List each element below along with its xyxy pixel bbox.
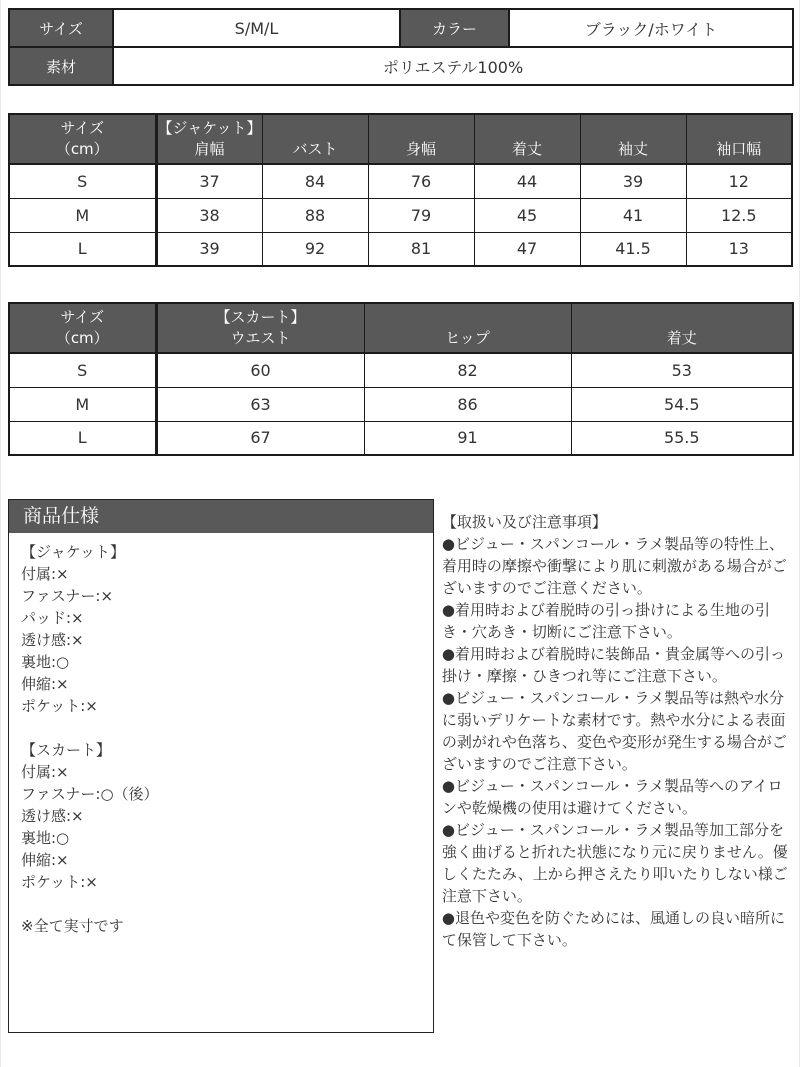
- column-header-line1: [365, 307, 571, 328]
- spec-item: 裏地:○: [21, 653, 70, 671]
- spec-item: 伸縮:×: [21, 851, 69, 869]
- column-header-cell: [580, 114, 686, 164]
- column-header-cell: [364, 303, 571, 353]
- summary-row-material: [9, 47, 793, 85]
- size-row-label: S: [9, 164, 156, 198]
- care-note-item: ●ビジュー・スパンコール・ラメ製品等は熱や水分に弱いデリケートな素材です。熱や水分による表面の剥がれや色落ち、変色や変形が発生する場合がございますのでご注意下さい。: [441, 689, 787, 773]
- size-value-cell: 55.5: [571, 421, 793, 455]
- care-note-item: ●ビジュー・スパンコール・ラメ製品等へのアイロンや乾燥機の使用は避けてください。: [441, 777, 783, 817]
- spec-item: 透け感:×: [21, 807, 84, 825]
- size-value-cell: 41: [580, 198, 686, 232]
- size-row-label: L: [9, 232, 156, 266]
- size-value-cell: 82: [364, 353, 571, 387]
- column-header-line2: バスト: [292, 140, 338, 158]
- spec-item: ファスナー:×: [21, 587, 114, 605]
- spec-section: [21, 739, 421, 893]
- column-header-line1: サイズ: [60, 308, 105, 326]
- care-note-item: ●ビジュー・スパンコール・ラメ製品等加工部分を強く曲げると折れた状態になり元に戻りません。優しくたたみ、上から押さえたり叩いたりしない様ご注意下さい。: [441, 821, 788, 905]
- size-value-cell: 54.5: [571, 387, 793, 421]
- column-header-line2: （cm）: [55, 329, 109, 347]
- column-header-line1: [475, 118, 580, 139]
- spec-item: 裏地:○: [21, 829, 70, 847]
- column-header-line1: [687, 118, 792, 139]
- size-value-cell: S/M/L: [113, 9, 400, 47]
- product-spec-body: [9, 533, 433, 945]
- spec-item: 透け感:×: [21, 631, 84, 649]
- size-row-label: L: [9, 421, 156, 455]
- column-header-cell: [156, 303, 364, 353]
- size-row: [9, 164, 792, 198]
- column-header-cell: [686, 114, 792, 164]
- skirt-size-table: [8, 302, 794, 456]
- size-value-cell: 84: [262, 164, 368, 198]
- column-header-line2: 肩幅: [194, 140, 225, 158]
- care-note-item: ●ビジュー・スパンコール・ラメ製品等の特性上、着用時の摩擦や衝撃により肌に刺激がある場合がございますのでご注意ください。: [441, 535, 787, 597]
- column-header-line2: 袖口幅: [716, 140, 762, 158]
- column-header-cell: [9, 303, 156, 353]
- product-spec-box: [8, 499, 434, 1033]
- size-row-label: S: [9, 353, 156, 387]
- size-row-label: M: [9, 387, 156, 421]
- care-note-item: ●着用時および着脱時の引っ掛けによる生地の引き・穴あき・切断にご注意下さい。: [441, 601, 770, 641]
- column-header-line2: ヒップ: [445, 329, 490, 347]
- size-value-cell: 60: [156, 353, 364, 387]
- size-value-cell: 45: [474, 198, 580, 232]
- spec-item: ファスナー:○（後）: [21, 785, 159, 803]
- size-value-cell: 41.5: [580, 232, 686, 266]
- spec-item: ポケット:×: [21, 873, 98, 891]
- size-value-cell: 47: [474, 232, 580, 266]
- column-header-line2: （cm）: [55, 140, 109, 158]
- size-label-cell: サイズ: [9, 9, 113, 47]
- column-header-line1: サイズ: [60, 119, 105, 137]
- size-value-cell: 13: [686, 232, 792, 266]
- column-header-line2: 身幅: [405, 140, 436, 158]
- column-header-line2: 袖丈: [617, 140, 648, 158]
- size-value-cell: 91: [364, 421, 571, 455]
- size-value-cell: 67: [156, 421, 364, 455]
- summary-table: [8, 8, 794, 86]
- size-value-cell: 12: [686, 164, 792, 198]
- care-notes-list: [442, 533, 793, 951]
- spec-section-heading: 【スカート】: [21, 741, 112, 759]
- size-row: [9, 232, 792, 266]
- bottom-section: [8, 499, 793, 1033]
- column-header-cell: [474, 114, 580, 164]
- column-header-line1: [581, 118, 686, 139]
- color-label-cell: カラー: [400, 9, 509, 47]
- spec-section: [21, 541, 421, 717]
- size-value-cell: 76: [368, 164, 474, 198]
- size-value-cell: 81: [368, 232, 474, 266]
- size-value-cell: 39: [580, 164, 686, 198]
- skirt-header-row: [9, 303, 793, 353]
- size-value-cell: 88: [262, 198, 368, 232]
- column-header-line1: [263, 118, 368, 139]
- size-value-cell: 53: [571, 353, 793, 387]
- spec-item: パッド:×: [21, 609, 84, 627]
- size-row: [9, 387, 793, 421]
- size-row: [9, 198, 792, 232]
- size-value-cell: 44: [474, 164, 580, 198]
- care-note-item: ●着用時および着脱時に装飾品・貴金属等への引っ掛け・摩擦・ひきつれ等にご注意下さい。: [441, 645, 785, 685]
- column-header-line1: [572, 307, 793, 328]
- spec-item: 伸縮:×: [21, 675, 69, 693]
- summary-row-size-color: [9, 9, 793, 47]
- spec-item: 付属:×: [21, 763, 69, 781]
- size-value-cell: 63: [156, 387, 364, 421]
- size-row-label: M: [9, 198, 156, 232]
- size-value-cell: 12.5: [686, 198, 792, 232]
- size-value-cell: 86: [364, 387, 571, 421]
- column-header-cell: [368, 114, 474, 164]
- spec-footnote: ※全て実寸です: [21, 917, 124, 935]
- care-notes-title: 【取扱い及び注意事項】: [441, 513, 607, 531]
- color-value-cell: ブラック/ホワイト: [509, 9, 793, 47]
- column-header-line2: ウエスト: [230, 329, 291, 347]
- spec-section-heading: 【ジャケット】: [21, 543, 125, 561]
- size-value-cell: 37: [156, 164, 262, 198]
- spec-item: ポケット:×: [21, 697, 98, 715]
- column-header-line2: 着丈: [666, 329, 697, 347]
- column-header-cell: [9, 114, 156, 164]
- jacket-size-table: [8, 113, 793, 267]
- column-header-cell: [156, 114, 262, 164]
- size-value-cell: 92: [262, 232, 368, 266]
- size-value-cell: 79: [368, 198, 474, 232]
- care-notes: [442, 499, 793, 951]
- column-header-cell: [262, 114, 368, 164]
- spec-item: 付属:×: [21, 565, 69, 583]
- size-row: [9, 421, 793, 455]
- size-value-cell: 39: [156, 232, 262, 266]
- size-value-cell: 38: [156, 198, 262, 232]
- column-header-line1: 【スカート】: [215, 308, 306, 326]
- care-note-item: ●退色や変色を防ぐためには、風通しの良い暗所にて保管して下さい。: [441, 909, 785, 949]
- product-spec-title: 商品仕様: [9, 500, 433, 533]
- column-header-line1: [369, 118, 474, 139]
- jacket-header-row: [9, 114, 792, 164]
- column-header-line2: 着丈: [511, 140, 542, 158]
- material-value-cell: ポリエステル100%: [113, 47, 793, 85]
- column-header-line1: 【ジャケット】: [157, 119, 262, 137]
- material-label-cell: 素材: [9, 47, 113, 85]
- column-header-cell: [571, 303, 793, 353]
- size-row: [9, 353, 793, 387]
